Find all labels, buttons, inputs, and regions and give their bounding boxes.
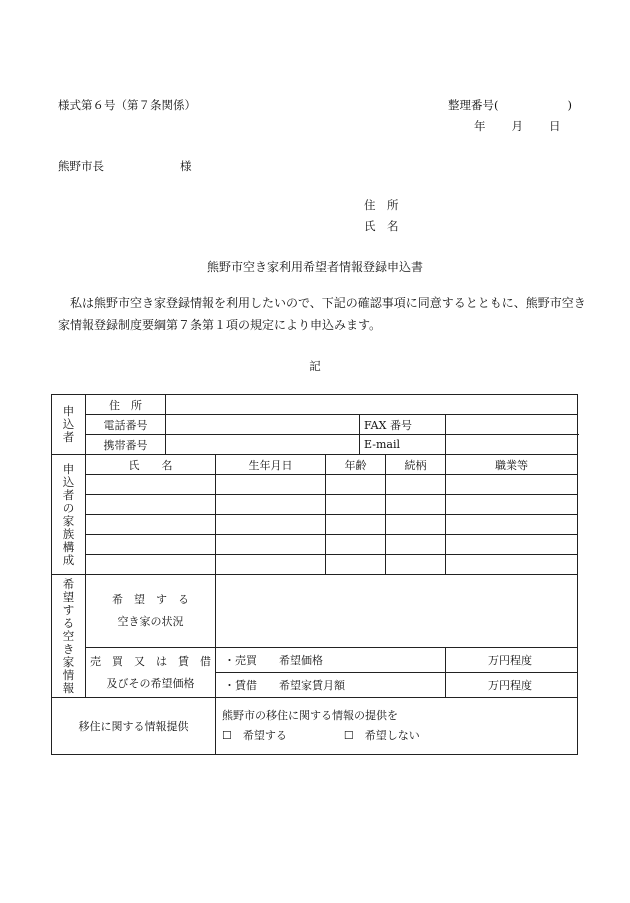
family-row — [52, 475, 578, 495]
address-field[interactable] — [166, 395, 578, 415]
option-no-desire-checkbox[interactable]: ☐ 希望しない — [343, 729, 420, 742]
address-label: 住 所 — [86, 395, 166, 415]
family-name-cell[interactable] — [86, 515, 216, 535]
desired-condition-label-line2: 空き家の状況 — [117, 615, 184, 628]
fax-label: FAX 番号 — [360, 415, 446, 435]
family-occupation-cell[interactable] — [446, 555, 578, 575]
family-header-age: 年齢 — [326, 455, 386, 475]
applicant-section-label: 申込者 — [52, 395, 86, 455]
phone-label: 電話番号 — [86, 415, 166, 435]
family-row — [52, 495, 578, 515]
family-relation-cell[interactable] — [386, 475, 446, 495]
family-birthdate-cell[interactable] — [216, 495, 326, 515]
email-label: E-mail — [360, 435, 446, 455]
family-occupation-cell[interactable] — [446, 475, 578, 495]
family-name-cell[interactable] — [86, 475, 216, 495]
migration-options-row — [222, 726, 573, 746]
migration-info-options — [216, 698, 578, 755]
family-age-cell[interactable] — [326, 495, 386, 515]
mobile-field[interactable] — [166, 435, 360, 455]
desired-condition-field[interactable] — [216, 575, 578, 648]
sale-price-line: ・売買 希望価格 — [216, 648, 446, 673]
family-birthdate-cell[interactable] — [216, 535, 326, 555]
family-relation-cell[interactable] — [386, 555, 446, 575]
family-relation-cell[interactable] — [386, 535, 446, 555]
family-age-cell[interactable] — [326, 515, 386, 535]
desired-price-label — [86, 648, 216, 698]
family-header-occupation: 職業等 — [446, 455, 578, 475]
option-desire-checkbox[interactable]: ☐ 希望する — [222, 729, 287, 742]
family-birthdate-cell[interactable] — [216, 515, 326, 535]
family-relation-cell[interactable] — [386, 515, 446, 535]
desired-section-label: 希望する空き家情報 — [52, 575, 86, 698]
desired-condition-label — [86, 575, 216, 648]
phone-field[interactable] — [166, 415, 360, 435]
date-line: 年 月 日 — [474, 119, 562, 133]
family-name-cell[interactable] — [86, 555, 216, 575]
family-relation-cell[interactable] — [386, 495, 446, 515]
document-title: 熊野市空き家利用希望者情報登録申込書 — [206, 260, 423, 274]
desired-condition-label-line1: 希 望 す る — [112, 593, 189, 606]
ki-label: 記 — [309, 359, 321, 373]
applicant-name-label: 氏 名 — [364, 219, 399, 233]
family-occupation-cell[interactable] — [446, 515, 578, 535]
family-occupation-cell[interactable] — [446, 535, 578, 555]
family-name-cell[interactable] — [86, 535, 216, 555]
reference-number-label: 整理番号( ) — [448, 98, 572, 112]
migration-info-label: 移住に関する情報提供 — [52, 698, 216, 755]
family-birthdate-cell[interactable] — [216, 555, 326, 575]
family-age-cell[interactable] — [326, 535, 386, 555]
migration-question: 熊野市の移住に関する情報の提供を — [222, 709, 398, 722]
mobile-label: 携帯番号 — [86, 435, 166, 455]
rent-price-unit: 万円程度 — [446, 673, 578, 698]
email-field[interactable] — [446, 435, 578, 455]
desired-price-label-line2: 及びその希望価格 — [106, 676, 195, 690]
fax-field[interactable] — [446, 415, 578, 435]
family-header-birthdate: 生年月日 — [216, 455, 326, 475]
family-header-relation: 続柄 — [386, 455, 446, 475]
registration-table — [51, 394, 578, 755]
family-section-label: 申込者の家族構成 — [52, 455, 86, 575]
family-row — [52, 535, 578, 555]
rent-price-line: ・賃借 希望家賃月額 — [216, 673, 446, 698]
family-row — [52, 555, 578, 575]
family-birthdate-cell[interactable] — [216, 475, 326, 495]
family-occupation-cell[interactable] — [446, 495, 578, 515]
intro-paragraph: 私は熊野市空き家登録情報を利用したいので、下記の確認事項に同意するとともに、熊野市空き家情報登録制度要綱第７条第１項の規定により申込みます。 — [58, 296, 586, 332]
form-number: 様式第６号（第７条関係） — [58, 98, 196, 112]
sale-price-unit: 万円程度 — [446, 648, 578, 673]
family-name-cell[interactable] — [86, 495, 216, 515]
family-row — [52, 515, 578, 535]
addressee-honorific: 様 — [180, 159, 192, 173]
family-age-cell[interactable] — [326, 555, 386, 575]
family-age-cell[interactable] — [326, 475, 386, 495]
desired-price-label-line1: 売 買 又 は 賃 借 — [90, 654, 211, 668]
family-header-name: 氏 名 — [86, 455, 216, 475]
addressee-mayor: 熊野市長 — [58, 159, 104, 173]
applicant-address-label: 住 所 — [364, 198, 399, 212]
